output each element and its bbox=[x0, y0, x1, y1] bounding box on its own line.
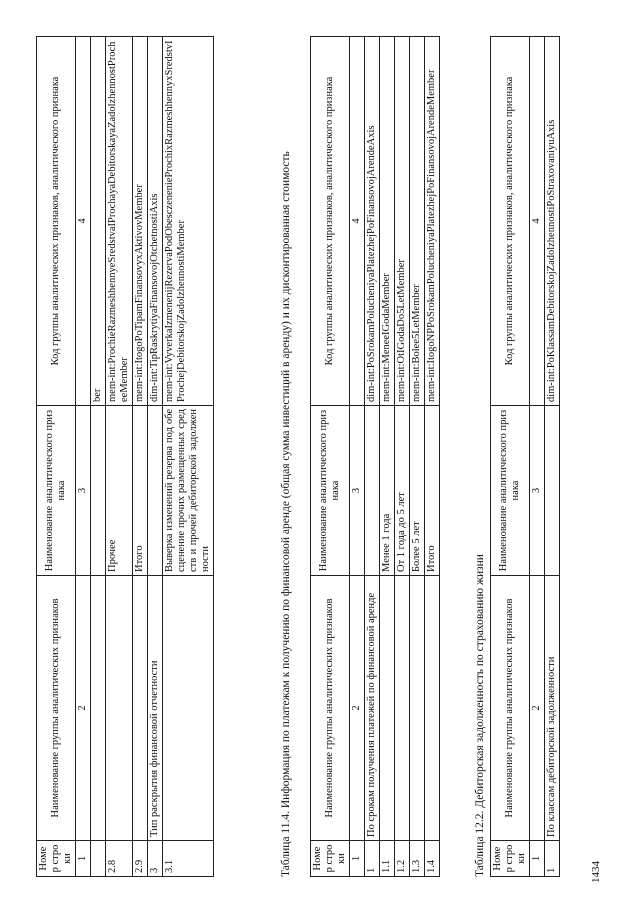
column-number: 2 bbox=[530, 576, 545, 841]
header-code: Код группы аналитических признаков, аналитического признака bbox=[491, 37, 530, 406]
attribute-name bbox=[545, 406, 560, 576]
table-12-2-caption: Таблица 12.2. Дебиторская задолженность по страхованию жизни bbox=[474, 554, 486, 877]
table-11-4-caption: Таблица 11.4. Информация по платежам к получению по финансовой аренде (общая сумма инвестиций в аренду) и их дисконтированная стоимость bbox=[280, 151, 292, 877]
header-code: Код группы аналитических признаков, аналитического признака bbox=[37, 37, 76, 406]
column-number: 3 bbox=[530, 406, 545, 576]
attribute-code: ber bbox=[91, 37, 106, 406]
group-name: По классам дебиторской задолженности bbox=[545, 576, 560, 841]
header-attribute-name: Наименование аналитического признака bbox=[311, 406, 350, 576]
table-row bbox=[106, 37, 133, 877]
header-row bbox=[37, 37, 76, 877]
table-row bbox=[365, 37, 380, 877]
header-code: Код группы аналитических признаков, аналитического признака bbox=[311, 37, 350, 406]
row-number: 3 bbox=[148, 841, 163, 877]
column-number-row bbox=[76, 37, 91, 877]
group-name bbox=[425, 576, 440, 841]
attribute-name bbox=[91, 406, 106, 576]
table-row bbox=[395, 37, 410, 877]
attribute-code: dim-int:PoSrokamPolucheniyaPlatezhejPoFinansovojArendeAxis bbox=[365, 37, 380, 406]
row-number: 2.8 bbox=[106, 841, 133, 877]
column-number: 1 bbox=[76, 841, 91, 877]
attribute-name: Менее 1 года bbox=[380, 406, 395, 576]
attribute-code: mem-int:Bolee5LetMember bbox=[410, 37, 425, 406]
attribute-code: mem-int:ItogoPoTipamFinansovyxAktivovMember bbox=[133, 37, 148, 406]
header-attribute-name: Наименование аналитического признака bbox=[491, 406, 530, 576]
attribute-name: Более 5 лет bbox=[410, 406, 425, 576]
page-number: 1434 bbox=[590, 861, 602, 883]
attribute-code: mem-int:OtIGodaDo5LetMember bbox=[395, 37, 410, 406]
row-number: 3.1 bbox=[163, 841, 214, 877]
header-row bbox=[311, 37, 350, 877]
group-name bbox=[163, 576, 214, 841]
table-11-4 bbox=[310, 36, 440, 877]
column-number-row bbox=[530, 37, 545, 877]
attribute-code: mem-int:ProchieRazmeshhennyeSredstvaIProchayaDebitorskayaZadolzhennostProcheeMember bbox=[106, 37, 133, 406]
header-group-name: Наименование группы аналитических признаков bbox=[37, 576, 76, 841]
group-name bbox=[410, 576, 425, 841]
table-12-2 bbox=[490, 36, 560, 877]
table-row bbox=[425, 37, 440, 877]
attribute-name bbox=[365, 406, 380, 576]
group-name: По срокам получения платежей по финансовой аренде bbox=[365, 576, 380, 841]
attribute-name: Итого bbox=[425, 406, 440, 576]
attribute-name: Прочее bbox=[106, 406, 133, 576]
column-number: 1 bbox=[530, 841, 545, 877]
column-number: 4 bbox=[76, 37, 91, 406]
attribute-code: dim-int:TipRaskrytiyaFinansovojOtchetnostiAxis bbox=[148, 37, 163, 406]
row-number: 1 bbox=[365, 841, 380, 877]
table-row bbox=[133, 37, 148, 877]
column-number: 2 bbox=[350, 576, 365, 841]
row-number: 1.1 bbox=[380, 841, 395, 877]
header-row-number: Номер строки bbox=[37, 841, 76, 877]
row-number: 1 bbox=[545, 841, 560, 877]
table-row bbox=[380, 37, 395, 877]
column-number: 3 bbox=[350, 406, 365, 576]
column-number: 4 bbox=[530, 37, 545, 406]
group-name bbox=[395, 576, 410, 841]
column-number: 4 bbox=[350, 37, 365, 406]
attribute-code: mem-int:MeneeIGodaMember bbox=[380, 37, 395, 406]
attribute-name: Итого bbox=[133, 406, 148, 576]
row-number: 1.2 bbox=[395, 841, 410, 877]
column-number-row bbox=[350, 37, 365, 877]
group-name: Тип раскрытия финансовой отчетности bbox=[148, 576, 163, 841]
attribute-name: От 1 года до 5 лет bbox=[395, 406, 410, 576]
group-name bbox=[133, 576, 148, 841]
table-row bbox=[163, 37, 214, 877]
table-row bbox=[91, 37, 106, 877]
table-row bbox=[410, 37, 425, 877]
row-number bbox=[91, 841, 106, 877]
column-number: 3 bbox=[76, 406, 91, 576]
table-11-3-continued bbox=[36, 36, 214, 877]
attribute-code: mem-int:ItogoNPPoSrokamPolucheniyaPlatezhejPoFinansovojArendeMember bbox=[425, 37, 440, 406]
group-name bbox=[91, 576, 106, 841]
table-row bbox=[148, 37, 163, 877]
attribute-name: Выверка изменений резерва под обесценение прочих размещенных средств и прочей дебиторской задолженности bbox=[163, 406, 214, 576]
row-number: 2.9 bbox=[133, 841, 148, 877]
header-attribute-name: Наименование аналитического признака bbox=[37, 406, 76, 576]
table-row bbox=[545, 37, 560, 877]
group-name bbox=[380, 576, 395, 841]
attribute-code: dim-int:PoKlassamDebitorskojZadolzhennostiPoStraxovaniyuAxis bbox=[545, 37, 560, 406]
row-number: 1.3 bbox=[410, 841, 425, 877]
header-group-name: Наименование группы аналитических признаков bbox=[311, 576, 350, 841]
row-number: 1.4 bbox=[425, 841, 440, 877]
header-row bbox=[491, 37, 530, 877]
group-name bbox=[106, 576, 133, 841]
header-row-number: Номер строки bbox=[491, 841, 530, 877]
header-row-number: Номер строки bbox=[311, 841, 350, 877]
attribute-code: mem-int:VyverkaIzmenenijRezervaPodObesczenenieProchixRazmeshhennyxSredstvIProchejDebitorskojZadolzhennostiMember bbox=[163, 37, 214, 406]
column-number: 1 bbox=[350, 841, 365, 877]
column-number: 2 bbox=[76, 576, 91, 841]
header-group-name: Наименование группы аналитических признаков bbox=[491, 576, 530, 841]
attribute-name bbox=[148, 406, 163, 576]
